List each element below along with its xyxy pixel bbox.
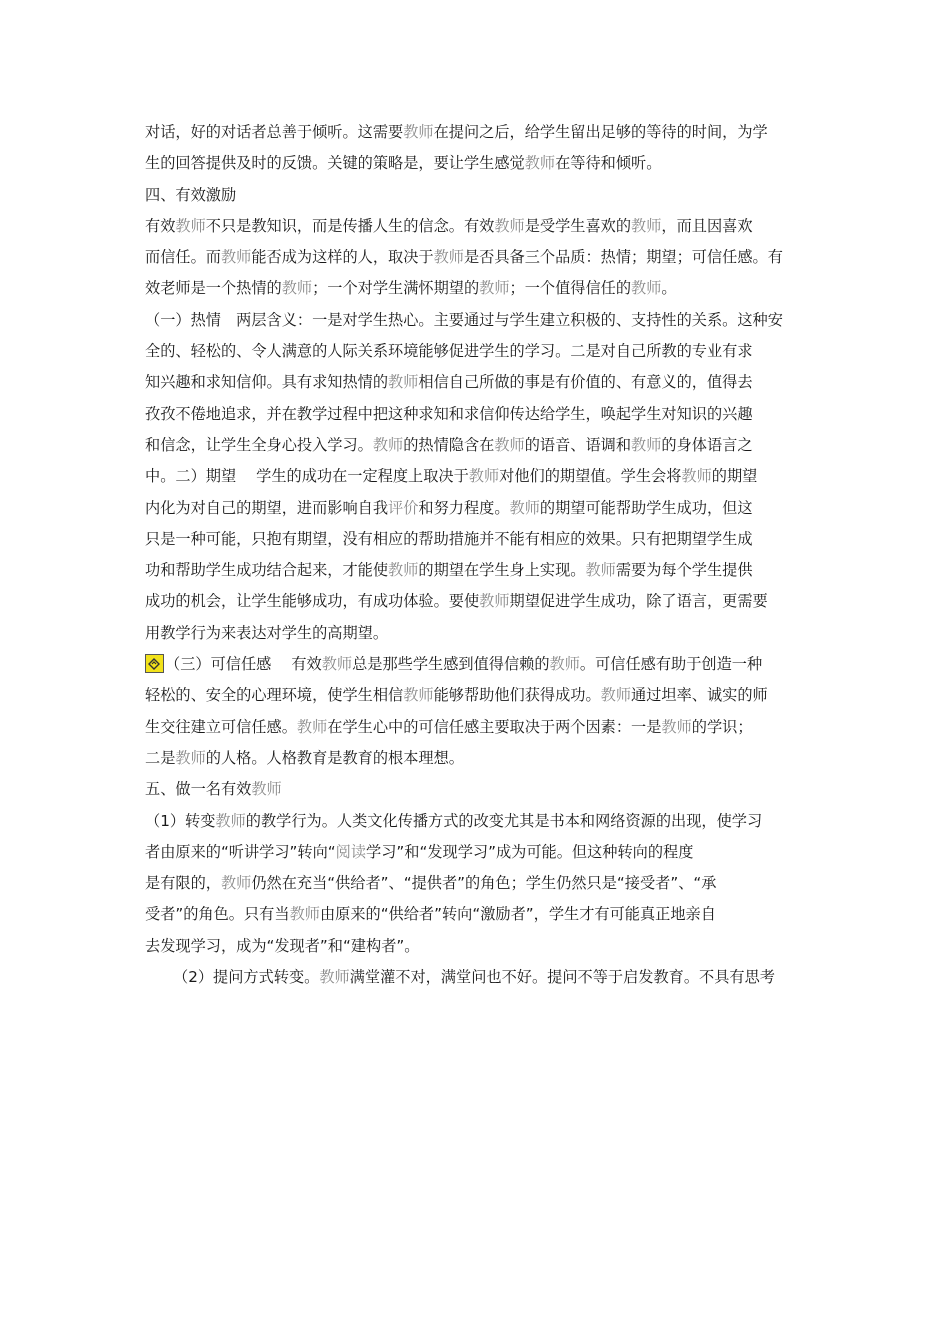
text-run: 在提问之后，给学生留出足够的等待的时间，为学	[433, 123, 768, 141]
highlighted-term: 教师	[220, 874, 252, 893]
text-line	[145, 305, 809, 336]
text-line	[145, 117, 809, 148]
text-run: 知兴趣和求知信仰。具有求知热情的	[145, 373, 388, 392]
text-line	[145, 712, 809, 743]
highlighted-term: 教师	[524, 154, 556, 173]
highlighted-term: 教师	[494, 216, 525, 235]
highlighted-term: 教师	[468, 467, 500, 486]
text-line	[145, 962, 809, 993]
text-run: 总是那些学生感到值得信赖的	[352, 655, 550, 674]
text-run: 和信念，让学生全身心投入学习。	[145, 435, 373, 454]
highlighted-term: 教师	[494, 435, 525, 454]
text-line	[145, 242, 809, 273]
text-run: 功和帮助学生成功结合起来，才能使	[145, 561, 388, 580]
text-run: 二是	[145, 748, 176, 767]
text-run: 内化为对自己的期望，进而影响自我	[145, 498, 388, 517]
text-run: 能否成为这样的人，取决于	[251, 248, 434, 267]
text-line	[145, 367, 809, 398]
text-run: 。	[661, 279, 677, 298]
text-run: 满堂灌不对，满堂问也不好。提问不等于启发教育。不具有思考	[349, 968, 775, 987]
text-run: 对话，好的对话者总善于倾听。这需要	[145, 123, 404, 141]
text-line	[145, 211, 809, 242]
text-line	[145, 148, 809, 179]
text-line	[145, 493, 809, 524]
document-body	[145, 117, 809, 993]
text-run: 能够帮助他们获得成功。	[433, 686, 601, 705]
text-run: 是有限的，	[145, 874, 221, 893]
highlighted-term: 教师	[319, 968, 350, 987]
text-line	[145, 618, 809, 649]
text-run: 的学识；	[691, 717, 753, 736]
highlighted-term: 教师	[631, 435, 662, 454]
highlighted-term: 教师	[372, 435, 404, 454]
text-run: 效老师是一个热情的	[145, 279, 282, 298]
text-run: 四、有效激励	[145, 185, 237, 204]
text-run: 的语音、语调和	[524, 435, 631, 454]
highlighted-term: 教师	[388, 373, 419, 392]
text-run: ；一个对学生满怀期望的	[312, 279, 480, 298]
text-run: 和努力程度。	[418, 498, 510, 517]
text-line	[145, 680, 809, 711]
highlighted-term: 教师	[175, 748, 206, 767]
text-run: 的期望可能帮助学生成功，但这	[539, 498, 753, 517]
highlighted-term: 教师	[289, 905, 320, 924]
highlighted-term: 教师	[388, 561, 419, 580]
highlighted-term: 教师	[479, 592, 510, 611]
text-line	[145, 180, 809, 211]
highlighted-term: 评价	[388, 498, 419, 517]
text-line	[145, 868, 809, 899]
text-run: （三）可信任感 有效	[165, 655, 322, 674]
highlighted-term: 教师	[251, 780, 282, 799]
text-run: 的期望在学生身上实现。	[418, 561, 586, 580]
text-run: 在等待和倾听。	[555, 154, 662, 173]
highlighted-term: 教师	[661, 717, 692, 736]
highlighted-term: 教师	[549, 655, 580, 674]
highlighted-term: 教师	[433, 248, 464, 267]
highlighted-term: 教师	[175, 216, 206, 235]
text-run: 而信任。而	[145, 248, 221, 267]
text-line	[145, 931, 809, 962]
text-run: 只是一种可能，只抱有期望，没有相应的帮助措施并不能有相应的效果。只有把期望学生成	[145, 529, 753, 548]
text-line	[145, 899, 809, 930]
text-run: 的身体语言之	[661, 435, 753, 454]
text-run: 对他们的期望值。学生会将	[499, 467, 682, 486]
text-run: 的人格。人格教育是教育的根本理想。	[205, 748, 464, 767]
text-line	[145, 649, 809, 680]
text-run: 生的回答提供及时的反馈。关键的策略是，要让学生感觉	[145, 154, 525, 173]
text-run: 通过坦率、诚实的师	[631, 686, 768, 705]
text-run: 生交往建立可信任感。	[145, 717, 297, 736]
highlighted-term: 阅读	[335, 842, 367, 861]
text-run: 。可信任感有助于创造一种	[579, 655, 763, 674]
highlighted-term: 教师	[600, 686, 631, 705]
highlighted-term: 教师	[631, 216, 662, 235]
text-run: ，而且因喜欢	[661, 216, 753, 235]
text-run: （2）提问方式转变。	[173, 968, 320, 987]
text-line	[145, 461, 809, 492]
highlighted-term: 教师	[281, 279, 313, 298]
highlighted-term: 教师	[681, 467, 712, 486]
text-run: 去发现学习，成为“发现者”和“建构者”。	[145, 936, 420, 955]
text-run: 轻松的、安全的心理环境，使学生相信	[145, 686, 404, 705]
text-line	[145, 399, 809, 430]
text-line	[145, 774, 809, 805]
text-run: 需要为每个学生提供	[615, 561, 753, 580]
text-run: 学习”和“发现学习”成为可能。但这种转向的程度	[366, 842, 694, 861]
text-run: 用教学行为来表达对学生的高期望。	[145, 623, 388, 642]
highlighted-term: 教师	[585, 561, 616, 580]
highlighted-term: 教师	[321, 655, 353, 674]
text-run: 在学生心中的可信任感主要取决于两个因素：一是	[327, 717, 662, 736]
text-run: （1）转变	[145, 811, 216, 830]
text-run: 相信自己所做的事是有价值的、有意义的，值得去	[418, 373, 753, 392]
text-run: （一）热情 两层含义：一是对学生热心。主要通过与学生建立积极的、支持性的关系。这种安	[145, 310, 783, 329]
text-run: 受者”的角色。只有当	[145, 905, 290, 924]
highlighted-term: 教师	[296, 717, 328, 736]
text-run: 不只是教知识，而是传播人生的信念。有效	[205, 216, 495, 235]
highlighted-term: 教师	[215, 811, 246, 830]
text-line	[145, 837, 809, 868]
text-line	[145, 273, 809, 304]
text-line	[145, 806, 809, 837]
text-run: 成功的机会，让学生能够成功，有成功体验。要使	[145, 592, 480, 611]
text-run: 是否具备三个品质：热情；期望；可信任感。有	[463, 248, 783, 267]
highlighted-term: 教师	[403, 123, 434, 141]
highlighted-term: 教师	[403, 686, 434, 705]
text-run: 由原来的“供给者”转向“激励者”，学生才有可能真正地亲自	[319, 905, 716, 924]
text-run: 孜孜不倦地追求，并在教学过程中把这种求知和求信仰传达给学生，唤起学生对知识的兴趣	[145, 404, 753, 423]
text-line	[145, 336, 809, 367]
highlighted-term: 教师	[220, 248, 252, 267]
highlighted-term: 教师	[631, 279, 662, 298]
text-run: 仍然在充当“供给者”、“提供者”的角色；学生仍然只是“接受者”、“承	[251, 874, 717, 893]
document-indicator-icon[interactable]	[145, 654, 164, 673]
text-line	[145, 743, 809, 774]
text-line	[145, 555, 809, 586]
text-line	[145, 430, 809, 461]
text-run: 是受学生喜欢的	[524, 216, 631, 235]
highlighted-term: 教师	[479, 279, 510, 298]
text-run: 有效	[145, 216, 176, 235]
text-run: ；一个值得信任的	[509, 279, 631, 298]
text-run: 五、做一名有效	[145, 780, 252, 799]
highlighted-term: 教师	[509, 498, 540, 517]
text-run: 者由原来的“听讲学习”转向“	[145, 842, 336, 861]
text-run: 的期望	[711, 467, 758, 486]
text-run: 的教学行为。人类文化传播方式的改变尤其是书本和网络资源的出现，使学习	[245, 811, 763, 830]
text-line	[145, 586, 809, 617]
text-run: 的热情隐含在	[403, 435, 495, 454]
text-run: 中。二）期望 学生的成功在一定程度上取决于	[145, 467, 469, 486]
text-run: 全的、轻松的、令人满意的人际关系环境能够促进学生的学习。二是对自己所教的专业有求	[145, 342, 753, 361]
text-line	[145, 524, 809, 555]
text-run: 期望促进学生成功，除了语言，更需要	[509, 592, 768, 611]
